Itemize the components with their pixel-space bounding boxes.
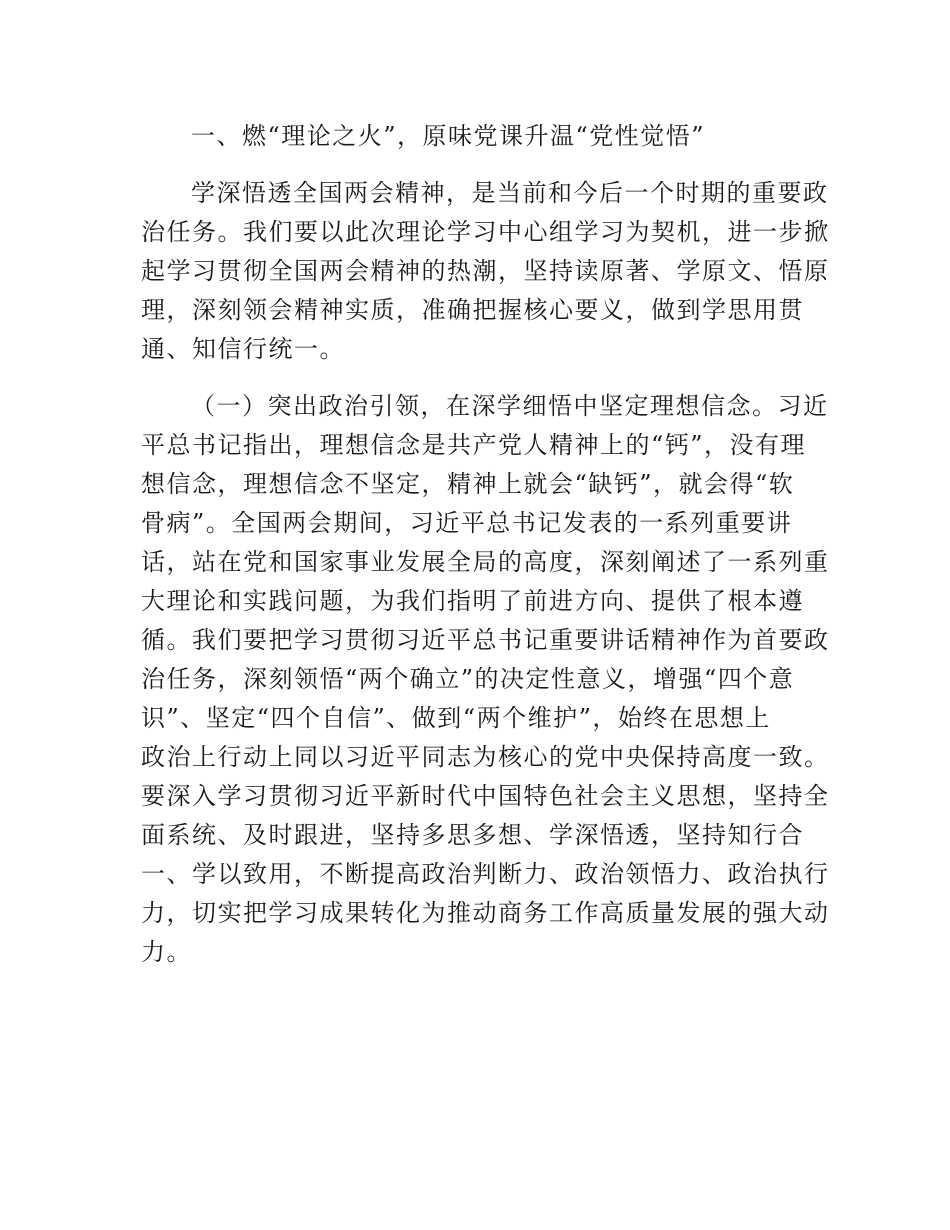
paragraph-line: 一、学以致用，不断提高政治判断力、政治领悟力、政治执行 — [141, 860, 830, 888]
paragraph-gap — [141, 156, 811, 174]
paragraph-line: 大理论和实践问题，为我们指明了前进方向、提供了根本遵 — [141, 587, 804, 615]
paragraph-line: 起学习贯彻全国两会精神的热潮，坚持读原著、学原文、悟原 — [141, 257, 830, 285]
paragraph-line: 治任务，深刻领悟“两个确立”的决定性意义，增强“四个意 — [141, 665, 795, 693]
paragraph-line: 力。 — [141, 938, 192, 966]
paragraph-line: 力，切实把学习成果转化为推动商务工作高质量发展的强大动 — [141, 899, 830, 927]
paragraph-line: 平总书记指出，理想信念是共产党人精神上的“钙”，没有理 — [141, 431, 807, 459]
paragraph-line: 通、知信行统一。 — [141, 335, 345, 363]
section-heading: 一、燃“理论之火”，原味党课升温“党性觉悟” — [191, 122, 706, 150]
paragraph-line: 想信念，理想信念不坚定，精神上就会“缺钙”，就会得“软 — [141, 470, 795, 498]
paragraph-line: 治任务。我们要以此次理论学习中心组学习为契机，进一步掀 — [141, 218, 830, 246]
paragraph-line: 政治上行动上同以习近平同志为核心的党中央保持高度一致。 — [141, 743, 830, 771]
paragraph-line: 学深悟透全国两会精神，是当前和今后一个时期的重要政 — [191, 179, 829, 207]
paragraph-line: 循。我们要把学习贯彻习近平总书记重要讲话精神作为首要政 — [141, 626, 830, 654]
paragraph-gap — [141, 369, 811, 387]
document-body — [141, 117, 830, 972]
paragraph-line: 要深入学习贯彻习近平新时代中国特色社会主义思想，坚持全 — [141, 782, 830, 810]
paragraph-line: 面系统、及时跟进，坚持多思多想、学深悟透，坚持知行合 — [141, 821, 804, 849]
paragraph-line: （一）突出政治引领，在深学细悟中坚定理想信念。习近 — [191, 392, 829, 420]
paragraph-1 — [141, 174, 830, 369]
paragraph-line: 理，深刻领会精神实质，准确把握核心要义，做到学思用贯 — [141, 296, 804, 324]
paragraph-2 — [141, 387, 830, 972]
paragraph-line: 识”、坚定“四个自信”、做到“两个维护”，始终在思想上 — [141, 704, 771, 732]
paragraph-line: 骨病”。全国两会期间，习近平总书记发表的一系列重要讲 — [141, 509, 793, 537]
paragraph-line: 话，站在党和国家事业发展全局的高度，深刻阐述了一系列重 — [141, 548, 830, 576]
